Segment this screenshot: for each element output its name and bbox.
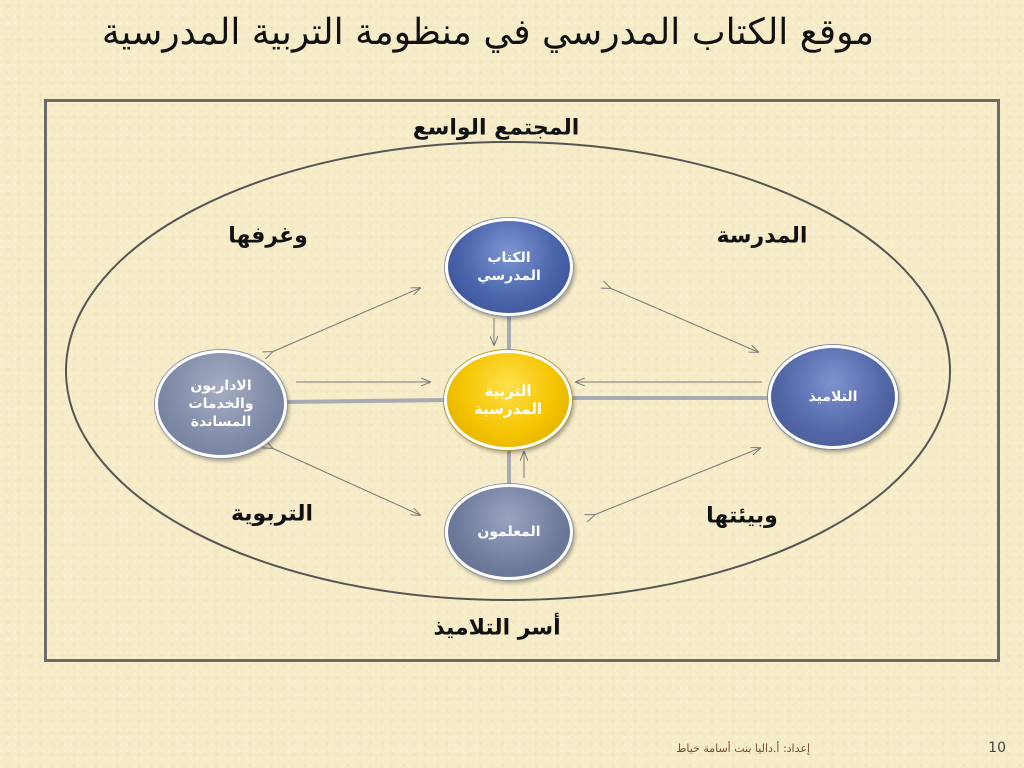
label-wider-community: المجتمع الواسع xyxy=(412,115,580,141)
label-educational: التربوية xyxy=(230,501,314,527)
slide-title: موقع الكتاب المدرسي في منظومة التربية المدرسية xyxy=(101,12,874,53)
node-school-education: التربية المدرسية xyxy=(444,350,572,450)
page-number: 10 xyxy=(988,740,1006,756)
node-students: التلاميذ xyxy=(768,345,898,449)
node-administrators: الاداريون والخدمات المساندة xyxy=(155,350,287,458)
footer-author: إعداد: أ.داليا بنت أسامة خياط xyxy=(676,742,810,755)
label-rooms: وغرفها xyxy=(228,223,308,249)
label-environment: وبيئتها xyxy=(706,503,778,529)
node-teachers: المعلمون xyxy=(445,484,573,580)
label-school: المدرسة xyxy=(716,223,808,249)
node-textbook: الكتاب المدرسي xyxy=(445,218,573,316)
label-student-families: أسر التلاميذ xyxy=(433,615,561,641)
